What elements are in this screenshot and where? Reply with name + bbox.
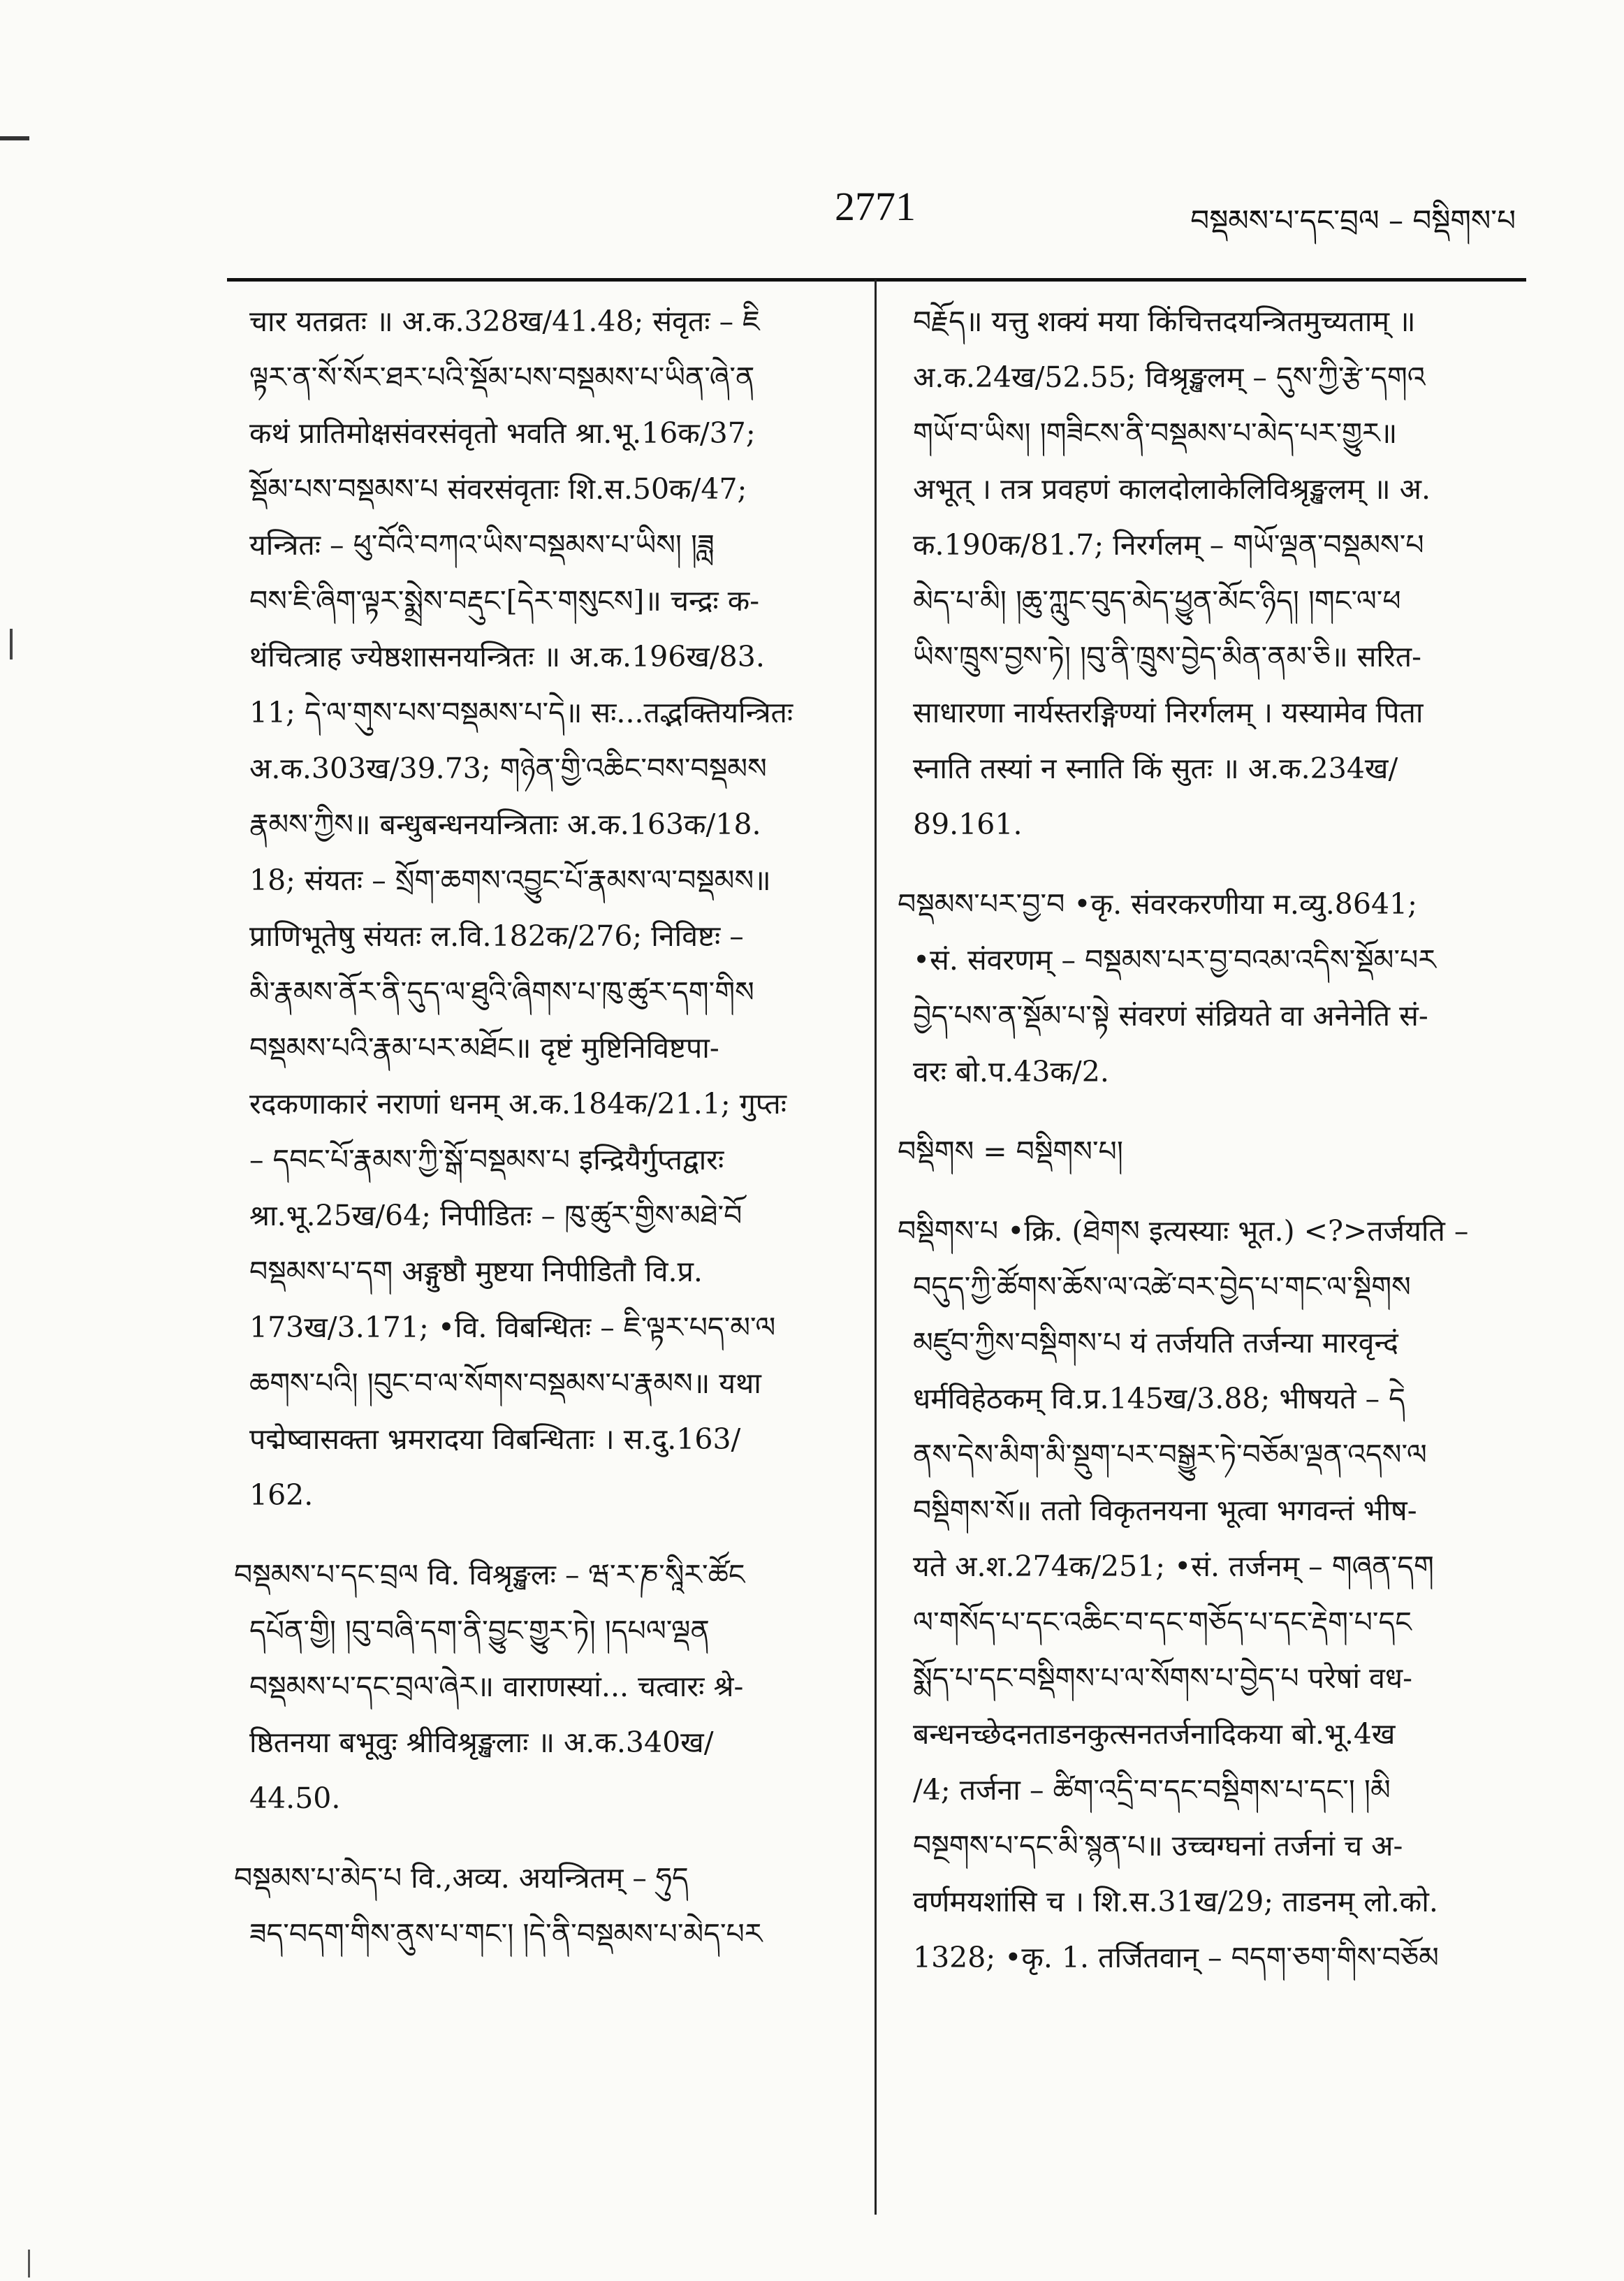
text-line: མི་རྣམས་ནོར་ནི་དུད་ལ་ཐུའི་ཞིགས་པ་ཁུ་ཚུར་དག་གིས bbox=[249, 975, 754, 1009]
text-line: अ.क.24ख/52.55; विश्रृङ्खलम् – དུས་ཀྱི་རྩེ་དགའ bbox=[913, 360, 1426, 394]
entry-headword-line: བསྡམས་པར་བྱ་བ •कृ. संवरकरणीया म.व्यु.8641; bbox=[898, 887, 1417, 921]
entry-headword-line: བསྡམས་པ་དང་བྲལ वि. विश्रृङ्खलः – ཝ་ར་ཎ་སཱིར་ཚོང bbox=[234, 1558, 745, 1591]
text-line: 89.161. bbox=[913, 808, 1023, 841]
text-line: ཟད་བདག་གིས་ནུས་པ་གང་། །དེ་ནི་བསྡམས་པ་མེད་པར bbox=[249, 1917, 763, 1951]
text-line: पद्मेष्वासक्ता भ्रमरादया विबन्धिताः । स.दु.163/ bbox=[249, 1422, 741, 1456]
text-line: 44.50. bbox=[249, 1781, 341, 1815]
text-line: དཔོན་གྱི། །བུ་བཞི་དག་ནི་བྱུང་གྱུར་ཏེ། །དཔལ་ལྡན bbox=[249, 1614, 710, 1647]
text-line: साधारणा नार्यस्तरङ्गिण्यां निरर्गलम् । यस्यामेव पिता bbox=[913, 696, 1424, 729]
text-line: བསྔགས་པ་དང་མི་སྙན་པ॥ उच्चग्घनां तर्जनां च अ- bbox=[913, 1829, 1403, 1863]
text-line: ལ་གསོད་པ་དང་འཆིང་བ་དང་གཅོད་པ་དང་རྡེག་པ་དང bbox=[913, 1605, 1412, 1639]
text-line: བསྡིགས་སོ॥ ततो विकृतनयना भूत्वा भगवन्तं भीष- bbox=[913, 1494, 1417, 1527]
text-line: रदकणाकारं नराणां धनम् अ.क.184क/21.1; गुप्तः bbox=[249, 1087, 787, 1121]
entry-spacer bbox=[898, 1179, 1526, 1203]
right-column bbox=[898, 293, 1526, 1985]
entry-spacer bbox=[898, 1100, 1526, 1123]
dictionary-entry bbox=[234, 1850, 838, 1962]
scan-margin-mark bbox=[28, 2250, 30, 2278]
text-line: མཛུབ་ཀྱིས་བསྡིགས་པ यं तर्जयति तर्जन्या मारवृन्दं bbox=[913, 1326, 1398, 1360]
dictionary-entry bbox=[898, 1203, 1526, 1985]
dictionary-entry bbox=[898, 876, 1526, 1100]
text-line: श्रा.भू.25ख/64; निपीडितः – ཁུ་ཚུར་གྱིས་མཐེ་བོ bbox=[249, 1199, 742, 1232]
text-line: 162. bbox=[249, 1478, 314, 1512]
text-line: 173ख/3.171; •वि. विबन्धितः – ཇི་ལྟར་པད་མ་ལ bbox=[249, 1311, 776, 1344]
text-line: སྡོམ་པས་བསྡམས་པ संवरसंवृताः शि.स.50क/47; bbox=[249, 472, 747, 506]
text-line: यन्त्रितः – ཕུ་བོའི་བཀའ་ཡིས་བསྡམས་པ་ཡིས། །ཟླ bbox=[249, 528, 715, 562]
text-line: བསྡམས་པའི་རྣམ་པར་མཐོང॥ दृष्टं मुष्टिनिविष्टपा- bbox=[249, 1031, 719, 1065]
text-line: 11; དེ་ལ་གུས་པས་བསྡམས་པ་དེ॥ सः...तद्भक्तियन्त्रितः bbox=[249, 696, 793, 729]
text-line: – དབང་པོ་རྣམས་ཀྱི་སྒོ་བསྡམས་པ इन्द्रियैर्गुप्तद्वारः bbox=[249, 1143, 724, 1176]
column-divider bbox=[875, 279, 877, 2215]
text-line: स्नाति तस्यां न स्नाति किं सुतः ॥ अ.क.234ख/ bbox=[913, 752, 1398, 785]
text-line: यते अ.श.274क/251; •सं. तर्जनम् – གཞན་དག bbox=[913, 1550, 1434, 1583]
text-line: कथं प्रातिमोक्षसंवरसंवृतो भवति श्रा.भू.16क/37; bbox=[249, 416, 756, 450]
text-line: वर्णमयशांसि च । शि.स.31ख/29; ताडनम् लो.को. bbox=[913, 1885, 1438, 1918]
entry-headword-line: བསྡམས་པ་མེད་པ वि.,अव्य. अयन्त्रितम् – ཧུད bbox=[234, 1861, 689, 1895]
scan-margin-mark bbox=[0, 136, 29, 140]
text-line: རྣམས་ཀྱིས॥ बन्धुबन्धनयन्त्रिताः अ.क.163क/18. bbox=[249, 808, 761, 841]
text-line: क.190क/81.7; निरर्गलम् – གཡོ་ལྡན་བསྡམས་པ bbox=[913, 528, 1424, 562]
entry-spacer bbox=[234, 1523, 838, 1547]
text-line: གཡོ་བ་ཡིས། །གཟིངས་ནི་བསྡམས་པ་མེད་པར་གྱུར॥ bbox=[913, 416, 1398, 450]
text-line: अ.क.303ख/39.73; གཉེན་གྱི་འཆིང་བས་བསྡམས bbox=[249, 752, 767, 785]
entry-spacer bbox=[234, 1826, 838, 1850]
dictionary-entry bbox=[898, 1123, 1526, 1179]
running-head: བསྡམས་པ་དང་བྲལ – བསྡིགས་པ bbox=[1190, 203, 1516, 238]
left-column bbox=[234, 293, 838, 1962]
text-line: ཆགས་པའི། །བུང་བ་ལ་སོགས་བསྡམས་པ་རྣམས॥ यथा bbox=[249, 1367, 761, 1400]
text-line: /4; तर्जना – ཚིག་འདྲི་བ་དང་བསྡིགས་པ་དང་། །མི bbox=[913, 1773, 1391, 1807]
text-line: བདུད་ཀྱི་ཚོགས་ཆོས་ལ་འཚེ་བར་བྱེད་པ་གང་ལ་སྡིགས bbox=[913, 1270, 1411, 1304]
text-line: •सं. संवरणम् – བསྡམས་པར་བྱ་བའམ་འདིས་སྡོམ་པར bbox=[913, 943, 1436, 977]
text-line: धर्मविहेठकम् वि.प्र.145ख/3.88; भीषयते – དེ bbox=[913, 1382, 1405, 1415]
text-line: चार यतव्रतः ॥ अ.क.328ख/41.48; संवृतः – ཇི bbox=[249, 305, 761, 338]
text-line: वरः बो.प.43क/2. bbox=[913, 1055, 1109, 1088]
text-line: थंचित्त्राह ज्येष्ठशासनयन्त्रितः ॥ अ.क.196ख/83. bbox=[249, 640, 765, 673]
text-line: བརྗོད॥ यत्तु शक्यं मया किंचित्तदयन्त्रितमुच्यताम् ॥ bbox=[913, 305, 1416, 338]
entry-headword-line: བསྡིགས = བསྡིགས་པ། bbox=[898, 1135, 1123, 1168]
text-line: ལྟར་ན་སོ་སོར་ཐར་པའི་སྡོམ་པས་བསྡམས་པ་ཡིན་ཞེ་ན bbox=[249, 360, 755, 394]
text-line: བསྡམས་པ་དང་བྲལ་ཞེར॥ वाराणस्यां... चत्वारः श्रे- bbox=[249, 1670, 744, 1703]
text-line: बन्धनच्छेदनताडनकुत्सनतर्जनादिकया बो.भू.4ख bbox=[913, 1717, 1396, 1751]
header-rule bbox=[227, 278, 1526, 282]
entry-headword-line: བསྡིགས་པ •क्रि. (ཐེགས इत्यस्याः भूत.) <?>तर्जयति – bbox=[898, 1214, 1469, 1248]
text-line: अभूत् । तत्र प्रवहणं कालदोलाकेलिविश्रृङ्खलम् ॥ अ. bbox=[913, 472, 1431, 506]
text-line: 1328; •कृ. 1. तर्जितवान् – བདག་ཅག་གིས་བཅོམ bbox=[913, 1941, 1439, 1974]
dictionary-entry bbox=[234, 1547, 838, 1826]
text-line: བྱེད་པས་ན་སྡོམ་པ་སྟེ संवरणं संव्रियते वा अनेनेति सं- bbox=[913, 999, 1428, 1033]
text-line: ཡིས་ཁྲུས་བྱས་ཏེ། །བུ་ནི་ཁྲུས་བྱེད་མིན་ནམ་ཅི॥ सरित- bbox=[913, 640, 1422, 673]
text-line: སྨོད་པ་དང་བསྡིགས་པ་ལ་སོགས་པ་བྱེད་པ परेषां वध- bbox=[913, 1661, 1412, 1695]
text-line: ष्ठितनया बभूवुः श्रीविश्रृङ्खलाः ॥ अ.क.340ख/ bbox=[249, 1726, 714, 1759]
scan-margin-mark bbox=[10, 629, 13, 659]
entry-spacer bbox=[898, 852, 1526, 876]
text-line: བསྡམས་པ་དག अङ्गुष्ठौ मुष्टया निपीडितौ वि.प्र. bbox=[249, 1255, 703, 1288]
text-line: ནས་དེས་མིག་མི་སྡུག་པར་བསྒྱུར་ཏེ་བཅོམ་ལྡན་འདས་ལ bbox=[913, 1438, 1427, 1471]
text-line: བས་ཇི་ཞིག་ལྟར་སྨྲེས་བརྡུང་[དེར་གསུངས]॥ चन्द्रः क- bbox=[249, 584, 760, 618]
page-number: 2771 bbox=[835, 184, 916, 229]
text-line: མེད་པ་མི། །ཆུ་ཀླུང་བུད་མེད་ཕྱུན་མོང་ཉིད། །གང་ལ་ཕ bbox=[913, 584, 1401, 618]
text-line: प्राणिभूतेषु संयतः ल.वि.182क/276; निविष्टः – bbox=[249, 919, 744, 953]
text-line: 18; संयतः – སྲོག་ཆགས་འབྱུང་པོ་རྣམས་ལ་བསྡམས॥ bbox=[249, 863, 771, 897]
